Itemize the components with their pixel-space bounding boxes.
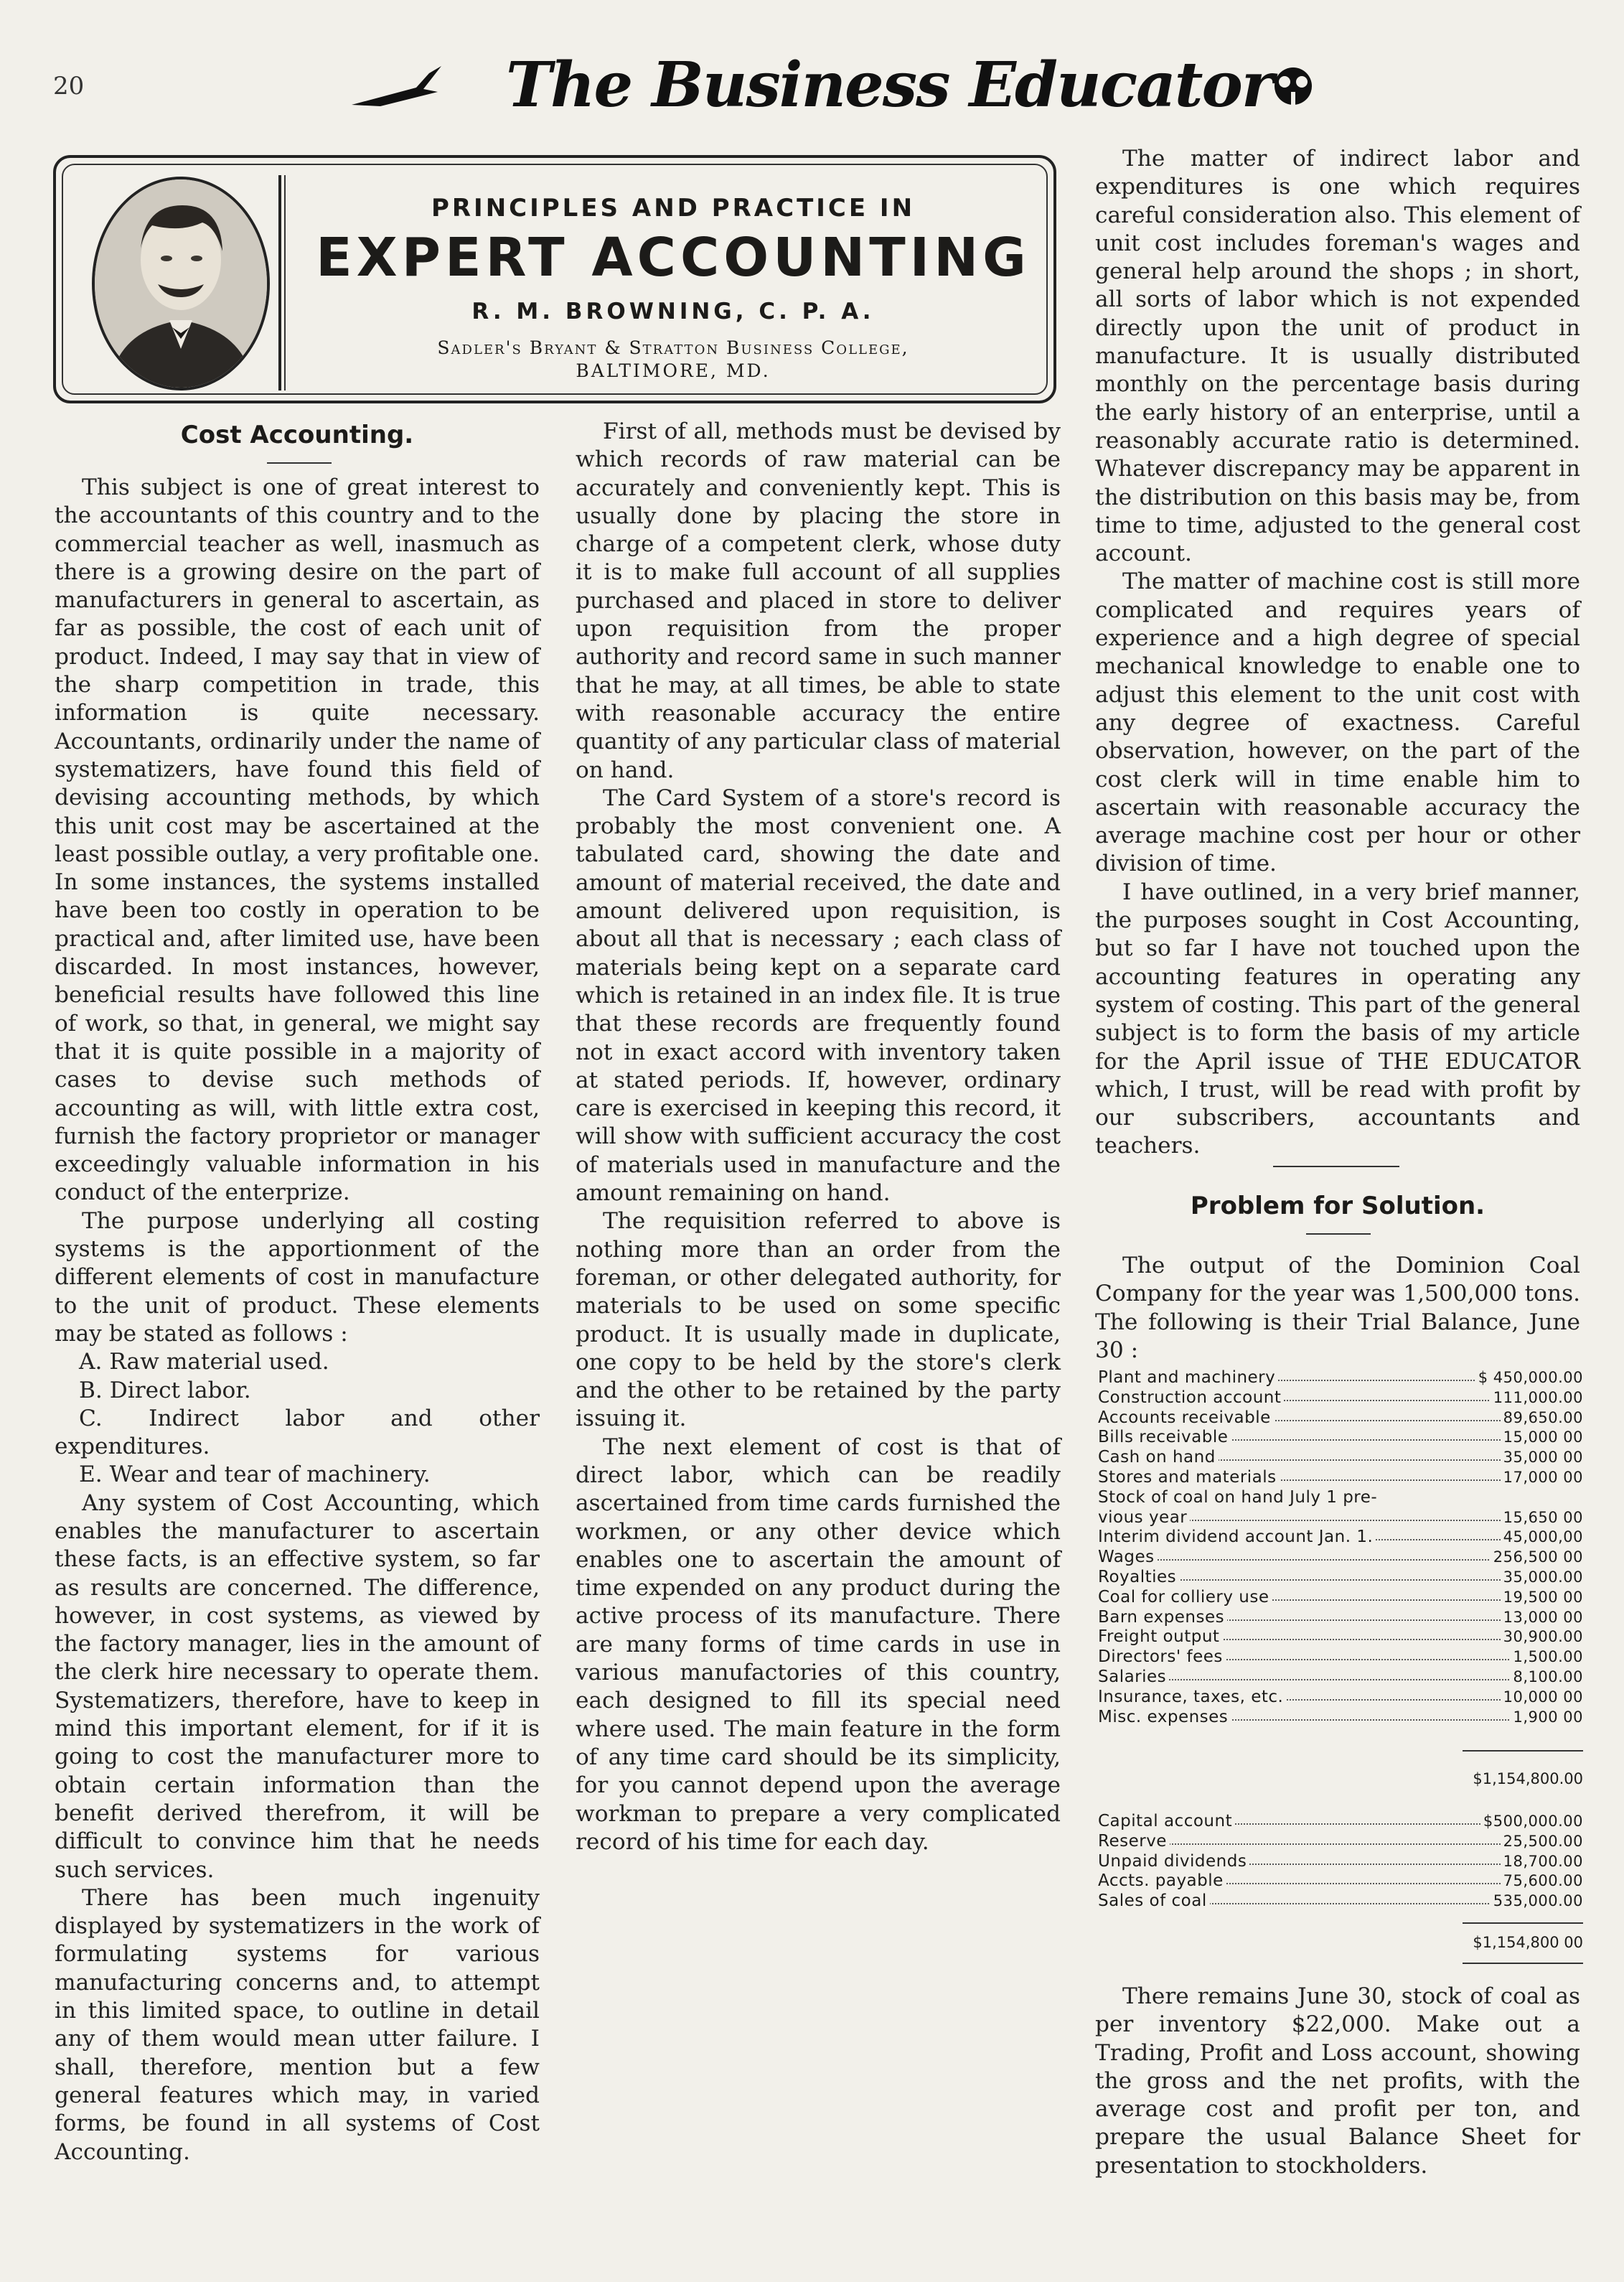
account-name: Freight output (1098, 1627, 1222, 1646)
masthead (352, 45, 1328, 123)
account-name: Accts. payable (1098, 1871, 1226, 1890)
account-name: Plant and machinery (1098, 1368, 1278, 1387)
article-column-1 (55, 474, 540, 2166)
account-name: Stock of coal on hand July 1 pre- (1098, 1488, 1380, 1507)
total-rule (1463, 1963, 1583, 1964)
trial-balance-row (1098, 1588, 1583, 1607)
section-heading: Problem for Solution. (1190, 1192, 1485, 1220)
trial-balance-row (1098, 1608, 1583, 1627)
trial-balance-row (1098, 1388, 1583, 1407)
article-column-3 (1095, 145, 1580, 1161)
total-rule (1463, 1922, 1583, 1924)
trial-balance-row (1098, 1852, 1583, 1871)
author-location: BALTIMORE, MD. (576, 360, 771, 381)
trial-balance-row (1098, 1468, 1583, 1487)
account-amount: $ 450,000.00 (1475, 1368, 1583, 1387)
account-amount: 75,600.00 (1501, 1871, 1583, 1890)
paragraph: The next element of cost is that of direct labor, which can be readily ascertained from time cards furnished the workmen, or any other device which enables one to ascertain the amount of time expended on any product during the active process of its manufacture. There are many forms of time cards in use in various manufactories of this country, each designed to fill its special need where used. The main feature in the form of any time card should be its simplicity, for you cannot depend upon the average workman to prepare a very complicated record of his time for each day. (576, 1434, 1061, 1855)
trial-balance-row (1098, 1428, 1583, 1446)
account-amount: 17,000 00 (1501, 1468, 1583, 1487)
trial-balance-row (1098, 1832, 1583, 1851)
section-divider (1273, 1166, 1399, 1167)
account-amount: 35,000.00 (1501, 1568, 1583, 1586)
account-amount: 10,000 00 (1501, 1688, 1583, 1706)
article-author: R. M. BROWNING, C. P. A. (471, 299, 875, 324)
trial-balance-row (1098, 1708, 1583, 1726)
account-amount: 111,000.00 (1491, 1388, 1583, 1407)
trial-balance-row (1098, 1368, 1583, 1387)
account-name: Coal for colliery use (1098, 1588, 1272, 1607)
trial-balance-row (1098, 1568, 1583, 1586)
trial-balance-row (1098, 1668, 1583, 1686)
account-name: Bills receivable (1098, 1428, 1231, 1446)
account-amount: 45,000,00 (1501, 1528, 1583, 1546)
account-name: Wages (1098, 1548, 1158, 1566)
header-box (53, 155, 1056, 403)
account-amount: 1,900 00 (1510, 1708, 1583, 1726)
account-name: Sales of coal (1098, 1891, 1210, 1910)
heading-rule (267, 462, 332, 464)
trial-balance-row (1098, 1548, 1583, 1566)
paragraph: The requisition referred to above is nothing more than an order from the foreman, or other delegated authority, for materials to be used on some specific product. It is usually made in duplicate, one copy to be held by the store's clerk and the other to be retained by the party issuing it. (576, 1208, 1061, 1432)
trial-balance-row (1098, 1627, 1583, 1646)
paragraph: The Card System of a store's record is probably the most convenient one. A tabulated card, showing the date and amount of material received, the date and amount delivered upon requisition, is about all that is necessary ; each class of materials being kept on a separate card which is retained in an index file. It is true that these records are frequently found not in exact accord with inventory taken at stated periods. If, however, ordinary care is exercised in keeping this record, it will show with sufficient accuracy the cost of materials used in manufacture and the amount remaining on hand. (576, 785, 1061, 1207)
account-amount: 8,100.00 (1510, 1668, 1583, 1686)
article-kicker: PRINCIPLES AND PRACTICE IN (431, 194, 916, 223)
account-name: Stores and materials (1098, 1468, 1280, 1487)
masthead-title: The Business Educator (506, 49, 1273, 121)
account-amount: 35,000 00 (1501, 1448, 1583, 1467)
account-name: Barn expenses (1098, 1608, 1227, 1627)
paragraph: There has been much ingenuity displayed by systematizers in the work of formulating systems for various manufacturing concerns and, to attempt in this limited space, to outline in detail any of them would mean utter failure. I shall, therefore, mention but a few general features which may, in varied forms, be found in all systems of Cost Accounting. (55, 1884, 540, 2165)
trial-balance-row (1098, 1891, 1583, 1910)
account-amount: 30,900.00 (1501, 1627, 1583, 1646)
account-amount: 256,500 00 (1491, 1548, 1583, 1566)
author-affiliation: Sadler's Bryant & Stratton Business College, (437, 337, 909, 358)
account-name: Misc. expenses (1098, 1708, 1231, 1726)
account-amount: 18,700.00 (1501, 1852, 1583, 1871)
account-amount: 15,000 00 (1501, 1428, 1583, 1446)
trial-balance-row (1098, 1812, 1583, 1830)
portrait-icon (95, 179, 267, 388)
account-amount: 15,650 00 (1501, 1508, 1583, 1527)
account-name: Unpaid dividends (1098, 1852, 1249, 1871)
list-item: C. Indirect labor and other expenditures. (55, 1405, 540, 1460)
account-amount: 13,000 00 (1501, 1608, 1583, 1627)
paragraph: The matter of indirect labor and expenditures is one which requires careful consideration also. This element of unit cost includes foreman's wages and general help around the shops ; in short, all sorts of labor which is not expended directly upon the unit of product in manufacture. It is usually distributed monthly on the percentage basis during the early history of an enterprise, until a reasonably accurate ratio is determined. Whatever discrepancy may be apparent in the distribution on this basis may be, from time to time, adjusted to the general cost account. (1095, 146, 1580, 567)
author-portrait (92, 177, 270, 391)
header-divider (284, 175, 286, 391)
header-divider (278, 175, 281, 391)
trial-balance-row (1098, 1448, 1583, 1467)
paragraph: First of all, methods must be devised by which records of raw material can be accurately and conveniently kept. This is usually done by placing the store in charge of a competent clerk, whose duty it is to make full account of all supplies purchased and placed in store to deliver upon requisition from the proper authority and record same in such manner that he may, at all times, be able to state with reasonable accuracy the entire quantity of any particular class of material on hand. (576, 418, 1061, 783)
paragraph: The matter of machine cost is still more complicated and requires years of experience and a high degree of special mechanical knowledge to enable one to adjust this element to the unit cost with any degree of exactness. Careful observation, however, on the part of the cost clerk will in time enable him to ascertain with reasonable accuracy the average machine cost per hour or other division of time. (1095, 569, 1580, 877)
account-name: Reserve (1098, 1832, 1170, 1851)
list-item: A. Raw material used. (79, 1349, 329, 1375)
trial-balance-row (1098, 1647, 1583, 1666)
account-amount: 89,650.00 (1501, 1408, 1583, 1427)
account-name: Capital account (1098, 1812, 1235, 1830)
account-name: Construction account (1098, 1388, 1284, 1407)
trial-balance-row (1098, 1688, 1583, 1706)
account-name: Royalties (1098, 1568, 1179, 1586)
trial-balance-row (1098, 1488, 1583, 1507)
account-name: Accounts receivable (1098, 1408, 1274, 1427)
paragraph: Any system of Cost Accounting, which enables the manufacturer to ascertain these facts, is an effective system, so far as results are concerned. The difference, however, in cost systems, as viewed by the factory manager, lies in the amount of the clerk hire necessary to operate them. Systematizers, therefore, have to keep in mind this important element, for if it is going to cost the manufacturer more to obtain certain information than the benefit derived therefrom, it will be difficult to convince him that he needs such services. (55, 1490, 540, 1883)
trial-balance-row (1098, 1528, 1583, 1546)
problem-closing (1095, 1983, 1580, 2180)
account-name: Cash on hand (1098, 1448, 1219, 1467)
section-heading: Cost Accounting. (180, 421, 414, 449)
account-name: Interim dividend account Jan. 1. (1098, 1528, 1376, 1546)
credit-total: $1,154,800 00 (1473, 1934, 1583, 1951)
paragraph: This subject is one of great interest to the accountants of this country and to the commercial teacher as well, inasmuch as there is a growing desire on the part of manufacturers in general to ascertain, as far as possible, the cost of each unit of product. Indeed, I may say that in view of the sharp competition in trade, this information is quite necessary. Accountants, ordinarily under the name of systematizers, have found this field of devising accounting methods, by which this unit cost may be ascertained at the least possible outlay, a very profitable one. In some instances, the systems installed have been too costly in operation to be practical and, after limited use, have been discarded. In most instances, however, beneficial results have followed this line of work, so that, in general, we might say that it is quite possible in a majority of cases to devise such methods of accounting as will, with little extra cost, furnish the factory proprietor or manager exceedingly valuable information in his conduct of the enterprize. (55, 474, 540, 1206)
account-name: Directors' fees (1098, 1647, 1226, 1666)
paragraph: The purpose underlying all costing systems is the apportionment of the different elements of cost in manufacture to the unit of product. These elements may be stated as follows : (55, 1207, 540, 1347)
trial-balance-row (1098, 1508, 1583, 1527)
account-amount: 19,500 00 (1501, 1588, 1583, 1607)
list-item: E. Wear and tear of machinery. (79, 1462, 431, 1488)
account-amount: $500,000.00 (1480, 1812, 1583, 1830)
account-name: Insurance, taxes, etc. (1098, 1688, 1286, 1706)
list-item: B. Direct labor. (79, 1377, 251, 1403)
trial-balance-row (1098, 1871, 1583, 1890)
account-amount: 1,500.00 (1510, 1647, 1583, 1666)
page-number: 20 (53, 72, 85, 100)
article-headline: EXPERT ACCOUNTING (316, 227, 1031, 289)
account-amount: 535,000.00 (1491, 1891, 1583, 1910)
heading-rule (1306, 1233, 1371, 1235)
ornament-icon (1275, 67, 1312, 106)
account-name: vious year (1098, 1508, 1190, 1527)
trial-balance-row (1098, 1408, 1583, 1427)
account-amount: 25,500.00 (1501, 1832, 1583, 1851)
total-rule (1463, 1750, 1583, 1752)
paragraph: I have outlined, in a very brief manner, the purposes sought in Cost Accounting, but so far I have not touched upon the accounting features in operating any system of costing. This part of the general subject is to form the basis of my article for the April issue of THE EDUCATOR which, I trust, will be read with profit by our subscribers, accountants and teachers. (1095, 879, 1580, 1159)
debit-total: $1,154,800.00 (1473, 1770, 1583, 1787)
problem-intro (1095, 1252, 1580, 1365)
paragraph: There remains June 30, stock of coal as per inventory $22,000. Make out a Trading, Profit and Loss account, showing the gross and the net profits, with the average cost and profit per ton, and prepare the usual Balance Sheet for presentation to stockholders. (1095, 1983, 1580, 2179)
article-column-2 (576, 418, 1061, 1856)
paragraph: The output of the Dominion Coal Company for the year was 1,500,000 tons. The following is their Trial Balance, June 30 : (1095, 1253, 1580, 1363)
account-name: Salaries (1098, 1668, 1169, 1686)
